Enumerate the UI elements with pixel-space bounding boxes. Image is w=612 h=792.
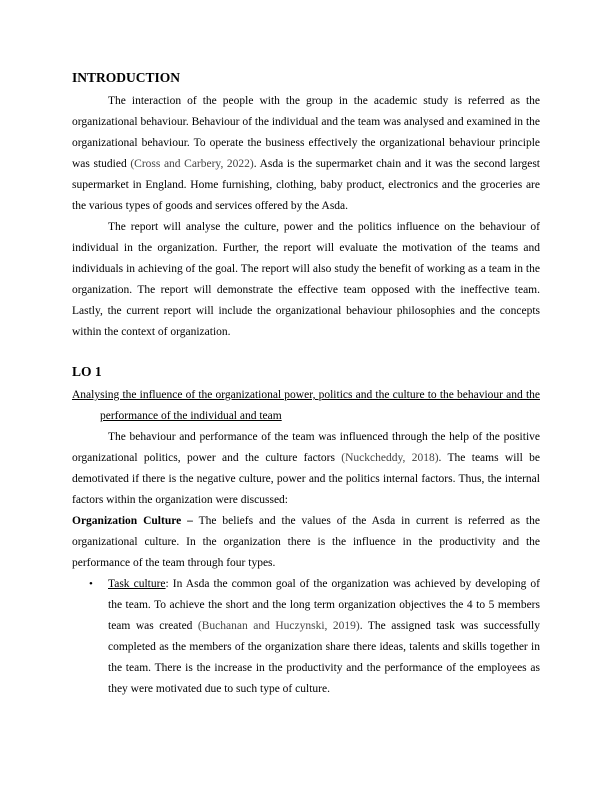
culture-types-list [72,574,540,700]
citation: (Cross and Carbery, 2022) [130,158,254,170]
list-item: • Task culture: In Asda the common goal of the organization was achieved by developing of the team. To achieve the short and the long term organization objectives the 4 to 5 members team was created (Buchanan and Huczynski, 2019). The assigned task was successfully completed as the members of the organization share there ideas, talents and skills together in the team. There is the increase in the productivity and the performance of the employees as they were motivated due to such type of culture. [108,574,540,700]
task-culture-label: Task culture [108,578,166,590]
organization-culture-lead: Organization Culture – [72,515,193,527]
lo1-heading: LO 1 [72,364,102,379]
citation: (Nuckcheddy, 2018) [341,452,439,464]
intro-paragraph-2: The report will analyse the culture, power and the politics influence on the behaviour of individual in the organization. Further, the report will evaluate the motivation of the teams and individuals in achieving of the goal. The report will also study the benefit of working as a team in the organization. The report will demonstrate the effective team opposed with the ineffective team. Lastly, the current report will include the organizational behaviour philosophies and the concepts within the context of organization. [72,221,540,338]
intro-paragraph-1: The interaction of the people with the group in the academic study is referred as the organizational behaviour. Behaviour of the individual and the team was analysed and examined in the organizational behaviour. To operate the business effectively the organizational behaviour principle was studied (Cross and Carbery, 2022). Asda is the supermarket chain and it was the second largest supermarket in England. Home furnishing, clothing, baby product, electronics and the groceries are the various types of goods and services offered by the Asda. [72,95,540,212]
bullet-icon: • [89,578,93,590]
introduction-heading: INTRODUCTION [72,70,181,85]
lo1-subheading: Analysing the influence of the organizational power, politics and the culture to the behaviour and the performance of the individual and team [72,389,540,422]
organization-culture-paragraph: Organization Culture – The beliefs and the values of the Asda in current is referred as the organizational culture. In the organization there is the influence in the productivity and the performance of the team through four types. [72,515,540,569]
page-content [72,68,540,700]
lo1-paragraph-1: The behaviour and performance of the team was influenced through the help of the positive organizational politics, power and the culture factors (Nuckcheddy, 2018). The teams will be demotivated if there is the negative culture, power and the politics internal factors. Thus, the internal factors within the organization were discussed: [72,431,540,506]
citation: (Buchanan and Huczynski, 2019) [197,620,360,632]
